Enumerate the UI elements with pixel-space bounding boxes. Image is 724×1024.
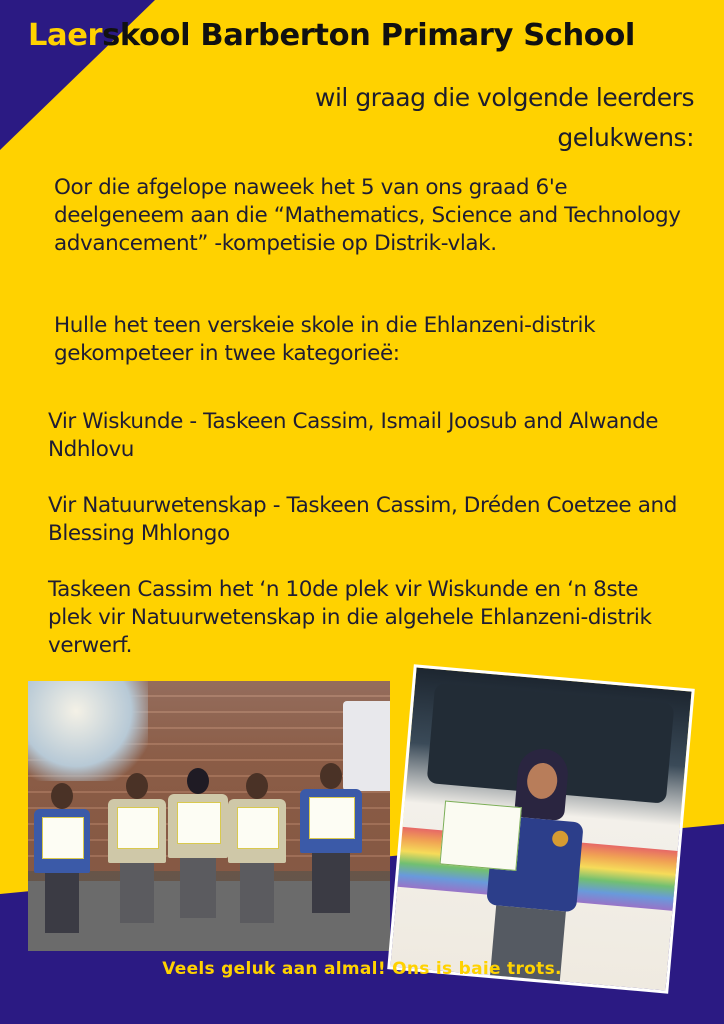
paragraph-achievement: Taskeen Cassim het ‘n 10de plek vir Wiskunde en ‘n 8ste plek vir Natuurwetenskap in die algehele Ehlanzeni-distrik verwerf.: [48, 577, 652, 658]
group-photo: [28, 681, 390, 951]
paragraph-science: Vir Natuurwetenskap - Taskeen Cassim, Dréden Coetzee and Blessing Mhlongo: [48, 493, 677, 546]
paragraph-mathematics: Vir Wiskunde - Taskeen Cassim, Ismail Joosub and Alwande Ndhlovu: [48, 409, 659, 462]
page-title: [28, 18, 635, 53]
winner-photo: [387, 664, 695, 993]
paragraph-competition: Oor die afgelope naweek het 5 van ons graad 6'e deelgeneem aan die “Mathematics, Science and Technology advancement” -kompetisie op Distrik-vlak.: [54, 175, 681, 256]
intro-text: wil graag die volgende leerders gelukwens:: [315, 83, 694, 152]
title-rest: skool Barberton Primary School: [102, 18, 635, 53]
title-lead: Laer: [28, 18, 103, 53]
footer-message: Veels geluk aan almal! Ons is baie trots.: [162, 959, 562, 979]
paragraph-categories: Hulle het teen verskeie skole in die Ehlanzeni-distrik gekompeteer in twee kategorieë:: [54, 313, 596, 366]
